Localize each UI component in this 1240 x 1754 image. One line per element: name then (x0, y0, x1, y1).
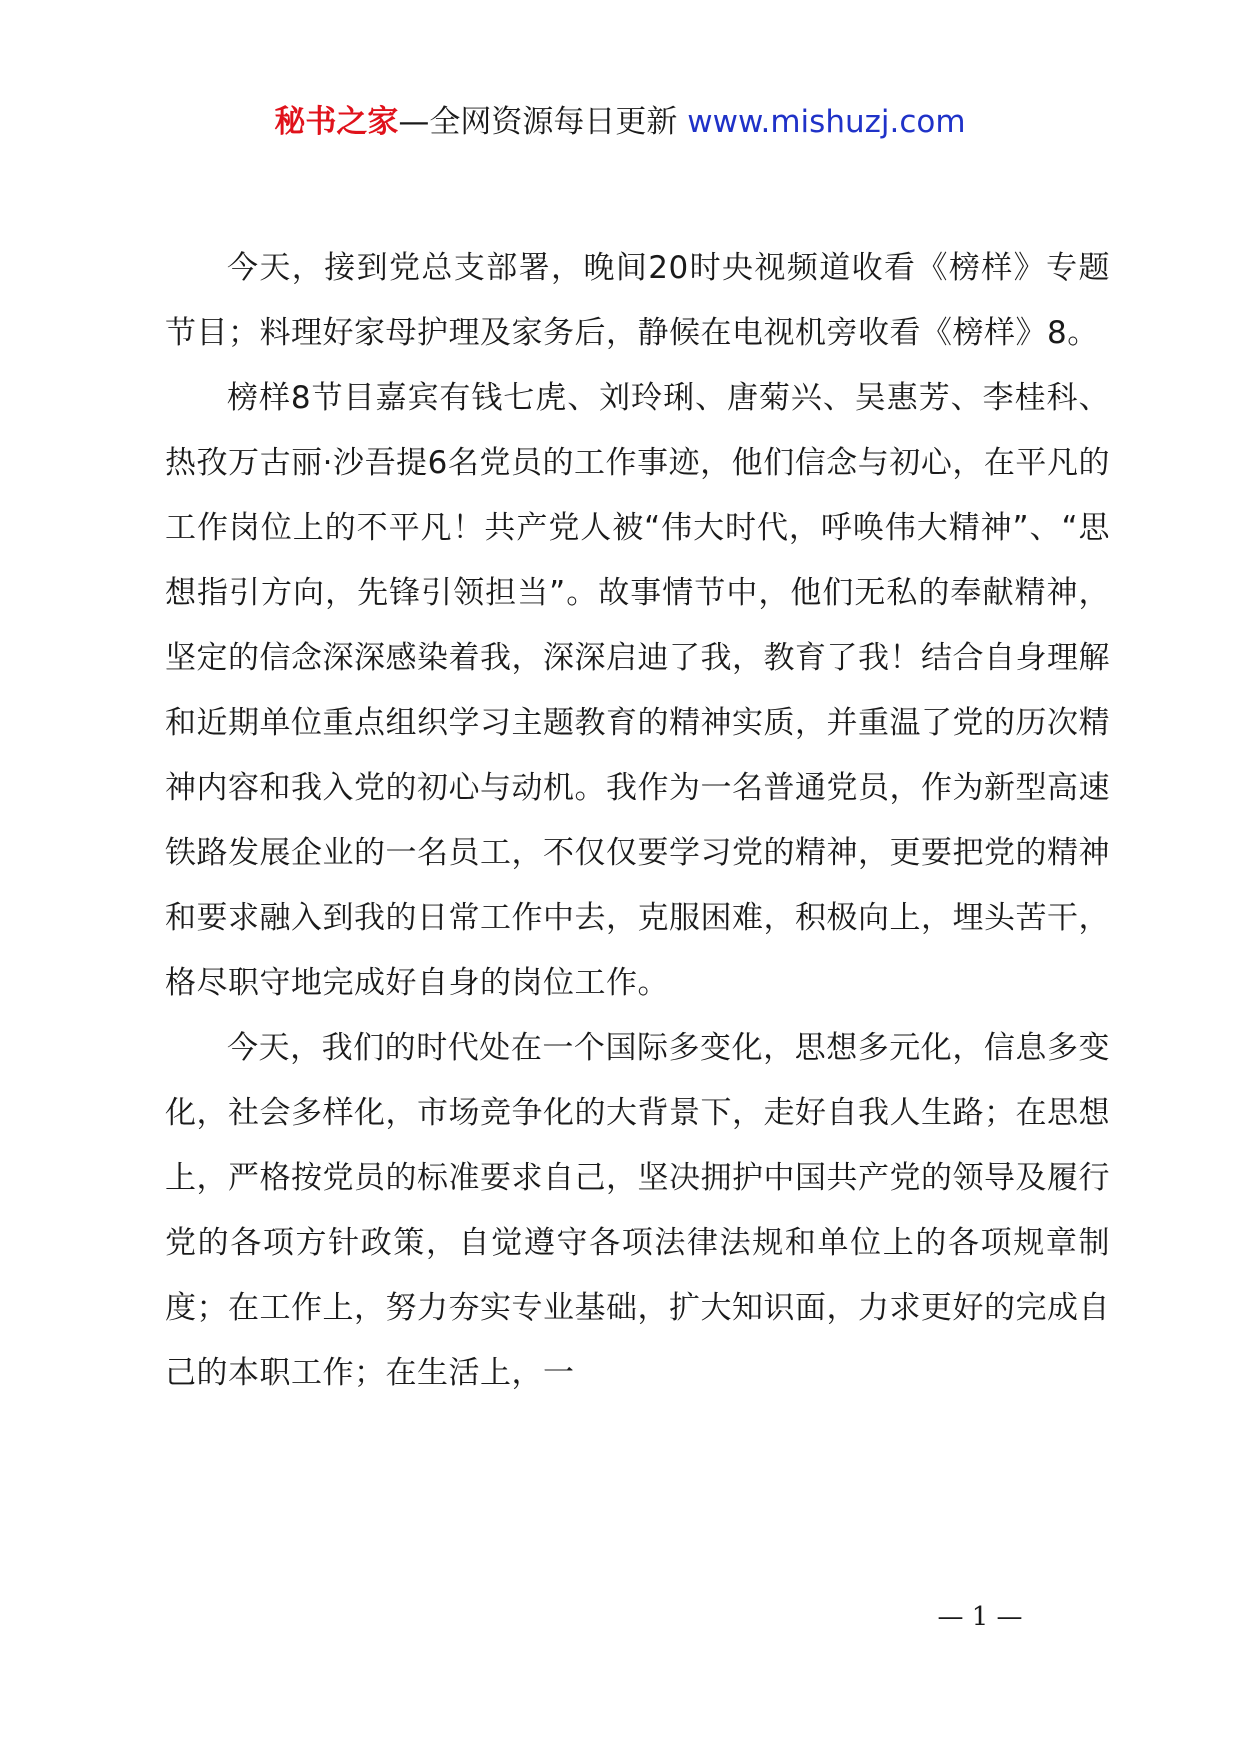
paragraph-2: 榜样8节目嘉宾有钱七虎、刘玲琍、唐菊兴、吴惠芳、李桂科、热孜万古丽·沙吾提6名党员的工作事迹，他们信念与初心，在平凡的工作岗位上的不平凡！共产党人被“伟大时代，呼唤伟大精神”、“思想指引方向，先锋引领担当”。故事情节中，他们无私的奉献精神，坚定的信念深深感染着我，深深启迪了我，教育了我！结合自身理解和近期单位重点组织学习主题教育的精神实质，并重温了党的历次精神内容和我入党的初心与动机。我作为一名普通党员，作为新型高速铁路发展企业的一名员工，不仅仅要学习党的精神，更要把党的精神和要求融入到我的日常工作中去，克服困难，积极向上，埋头苦干，格尽职守地完成好自身的岗位工作。 (165, 380, 1110, 1001)
paragraph-3: 今天，我们的时代处在一个国际多变化，思想多元化，信息多变化，社会多样化，市场竞争化的大背景下，走好自我人生路；在思想上，严格按党员的标准要求自己，坚决拥护中国共产党的领导及履行党的各项方针政策，自觉遵守各项法律法规和单位上的各项规章制度；在工作上，努力夯实专业基础，扩大知识面，力求更好的完成自己的本职工作；在生活上，一 (165, 1030, 1110, 1391)
header-tagline: —全网资源每日更新 (398, 104, 678, 140)
site-url[interactable]: www.mishuzj.com (687, 104, 966, 140)
brand-name: 秘书之家 (274, 104, 399, 140)
page-header (0, 102, 1240, 142)
paragraph-1: 今天，接到党总支部署，晚间20时央视频道收看《榜样》专题节目；料理好家母护理及家务后，静候在电视机旁收看《榜样》8。 (165, 250, 1110, 351)
page-number: — 1 — (937, 1602, 1023, 1632)
document-body (165, 236, 1110, 1406)
